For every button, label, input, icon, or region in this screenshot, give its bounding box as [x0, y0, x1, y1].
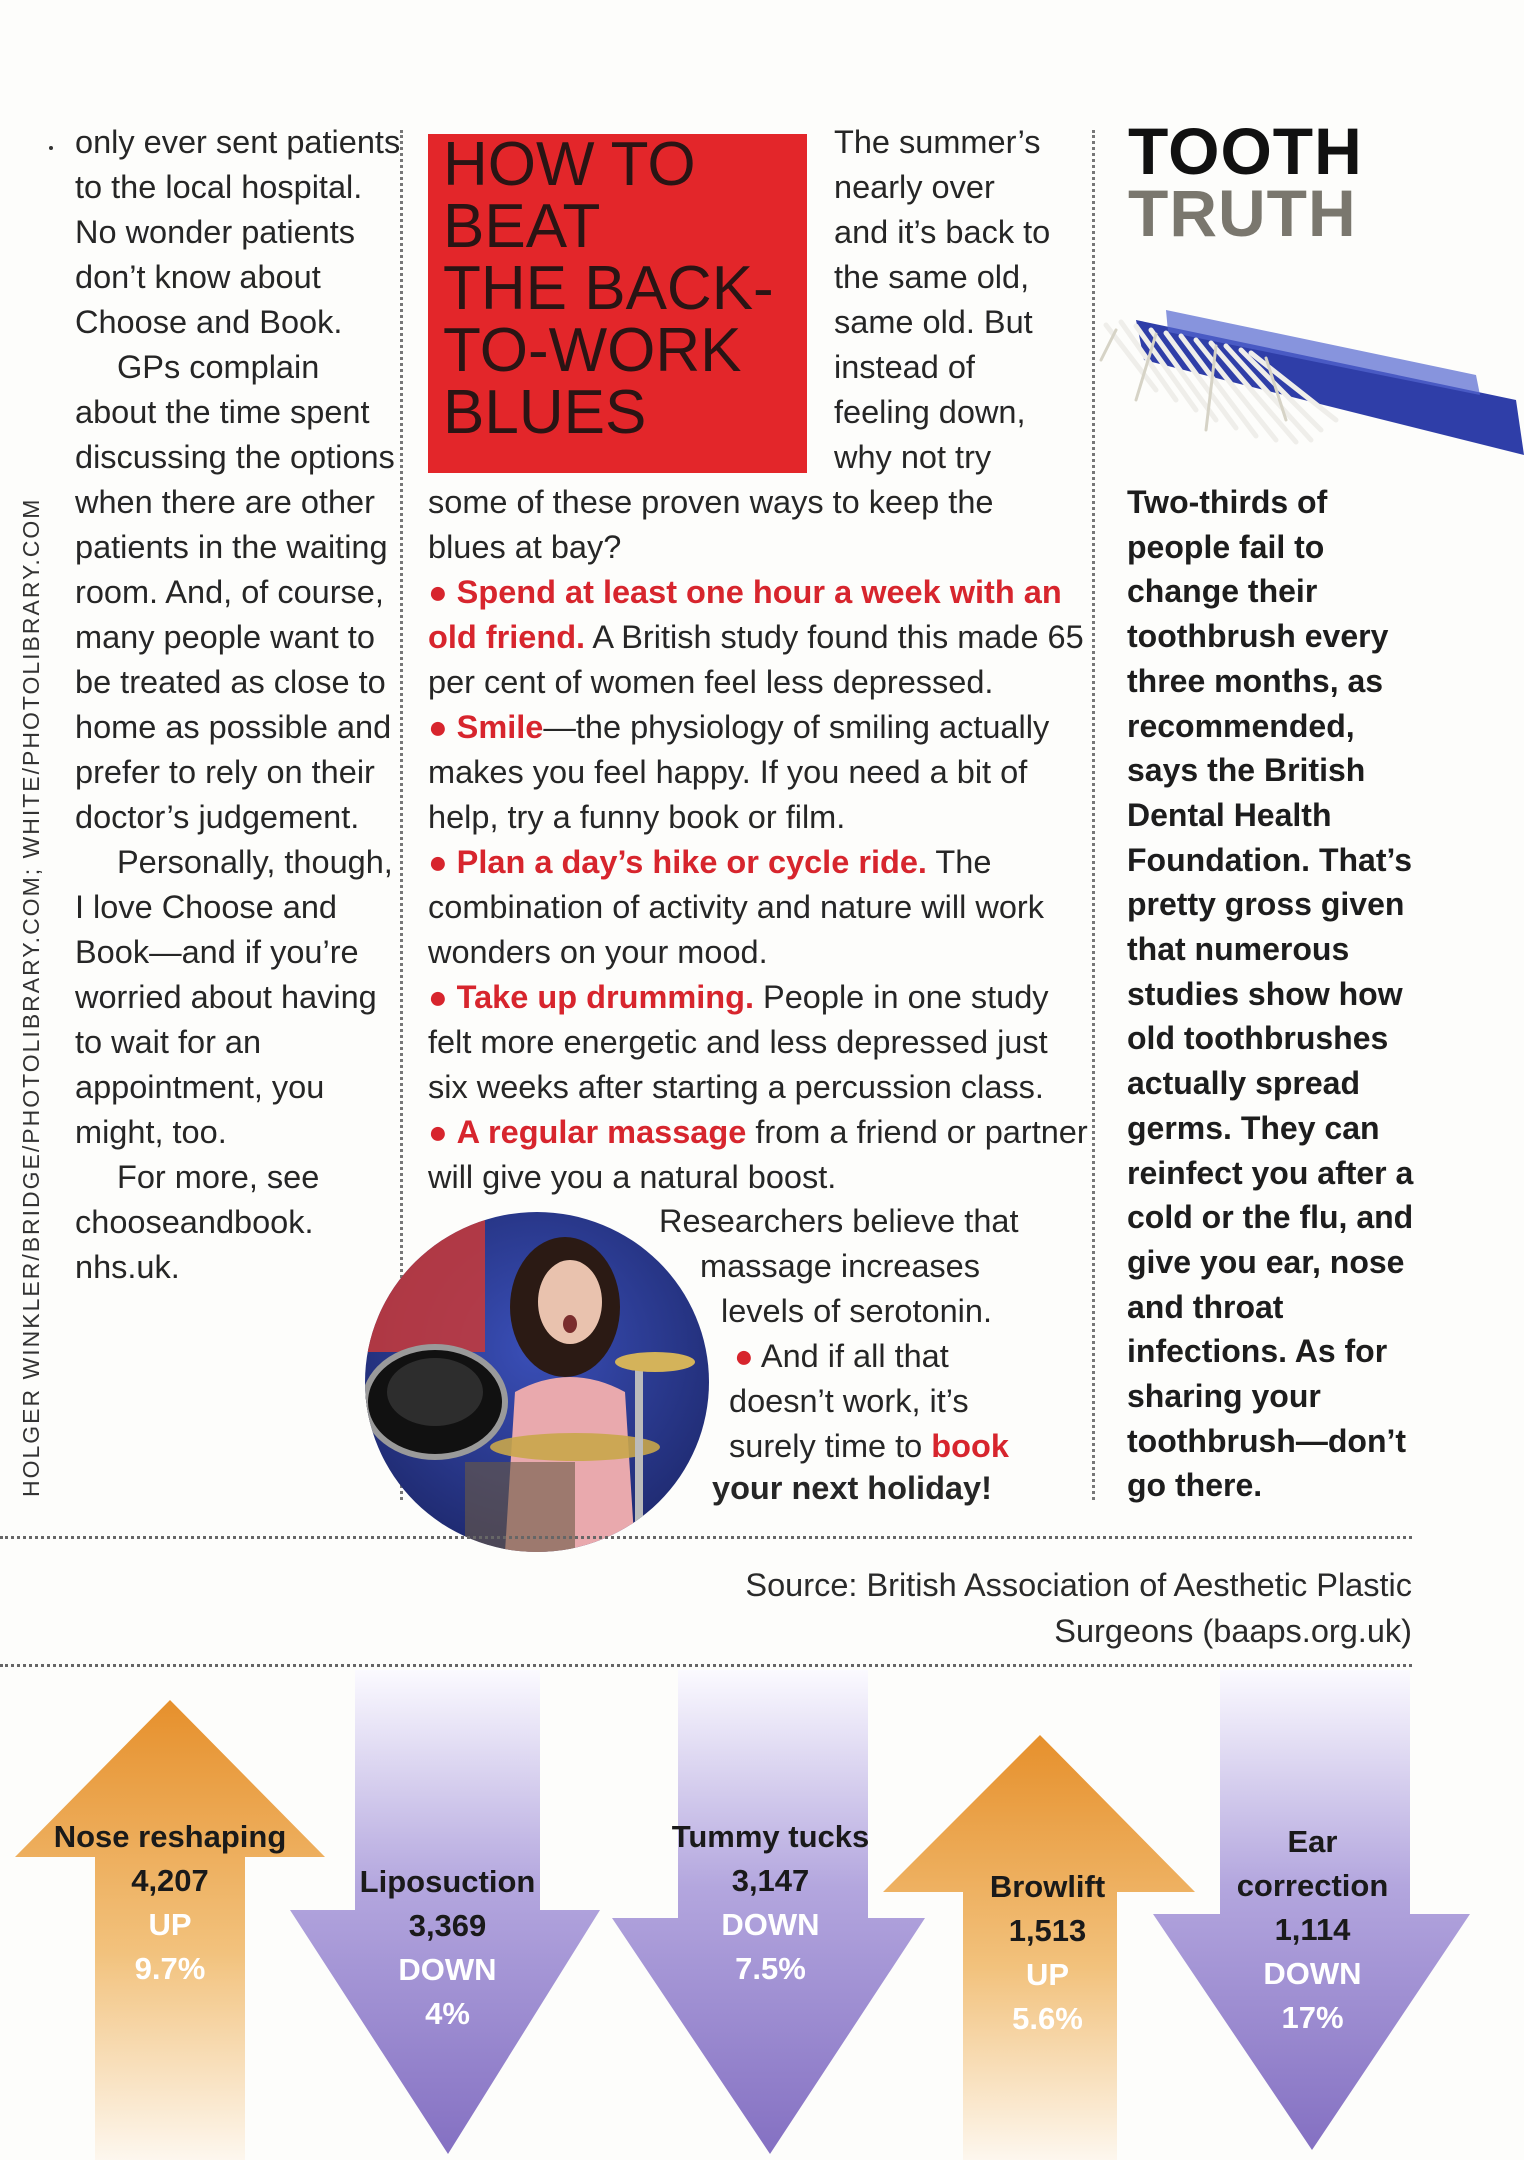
tooth-truth-body: Two-thirds of people fail to change their toothbrush every three months, as recommended, says the British Dental Health Foundation. That’s pretty gross given that numerous studies show how old toothbrushes actually spread germs. They can reinfect you after a cold or the flu, and give you ear, nose and throat infections. As for sharing your toothbrush—don’t go there.	[1127, 484, 1414, 1504]
tips-list	[428, 570, 1088, 1200]
photo-credit: HOLGER WINKLER/BRIDGE/PHOTOLIBRARY.COM; WHITE/PHOTOLIBRARY.COM	[18, 497, 44, 1497]
tip-text: People in one study felt more energetic and less depressed just six weeks after starting a percussion class.	[428, 979, 1049, 1105]
tip-heading: Spend at least one hour a week with an old friend.	[428, 574, 1062, 655]
bullet-icon: ●	[428, 979, 448, 1015]
bullet-icon: ●	[428, 574, 448, 610]
massage-line-2: massage increases	[700, 1248, 980, 1284]
tip-text: A British study found this made 65 per cent of women feel less depressed.	[428, 619, 1084, 700]
tip-item	[428, 705, 1088, 840]
bullet-icon: ●	[428, 844, 448, 880]
procedure-count: 1,513	[1008, 1913, 1087, 1948]
procedure-count: 3,147	[731, 1863, 810, 1898]
left-paragraph-2: GPs complain about the time spent discussing the options when there are other patients in the waiting room. And, of course, many people want to be treated as close to home as possible and prefer to rely on their doctor’s judgement.	[75, 349, 395, 835]
tip-item	[428, 840, 1088, 975]
tip-text: from a friend or partner will give you a natural boost.	[428, 1114, 1088, 1195]
intro-line: same old. But	[834, 304, 1033, 340]
procedure-direction: UP	[148, 1907, 192, 1942]
column-divider-2	[1092, 130, 1095, 1500]
drummer-illustration	[365, 1212, 709, 1552]
left-paragraph-3: Personally, though, I love Choose and Book—and if you’re worried about having to wait for an appointment, you might, too.	[75, 844, 393, 1150]
final-tip-line-1	[734, 1334, 949, 1379]
tip-heading: Take up drumming.	[456, 979, 755, 1015]
headline-line: HOW TO	[443, 130, 696, 199]
blues-intro-continued: some of these proven ways to keep the blues at bay?	[428, 484, 994, 565]
procedures-infographic	[0, 1670, 1524, 2160]
procedure-change: 17%	[1281, 2000, 1344, 2035]
headline-line: TO-WORK	[443, 316, 742, 385]
left-paragraph-4: For more, see chooseandbook. nhs.uk.	[75, 1159, 320, 1285]
procedure-liposuction	[340, 1860, 555, 2036]
procedure-change: 9.7%	[134, 1951, 206, 1986]
tip-item	[428, 1110, 1088, 1200]
final-tip-text: surely time to	[729, 1428, 932, 1464]
left-paragraph-1: only ever sent patients to the local hospital. No wonder patients don’t know about Choose and Book.	[75, 124, 401, 340]
procedure-name: Liposuction	[359, 1864, 536, 1899]
intro-line: instead of	[834, 349, 975, 385]
intro-line: feeling down,	[834, 394, 1026, 430]
bullet-icon: ●	[428, 709, 448, 745]
procedure-count: 4,207	[131, 1863, 209, 1898]
intro-line: nearly over	[834, 169, 995, 205]
intro-line: why not try	[834, 439, 992, 475]
headline-line: THE BACK-	[443, 254, 774, 323]
tip-item	[428, 975, 1088, 1110]
blues-headline-box	[428, 130, 807, 473]
procedure-name: Nose reshaping	[53, 1819, 287, 1854]
section-divider-2	[0, 1664, 1412, 1667]
massage-line-3: levels of serotonin.	[721, 1293, 992, 1329]
blues-intro	[834, 120, 1084, 480]
tip-text: —the physiology of smiling actually makes you feel happy. If you need a bit of help, try a funny book or film.	[428, 709, 1050, 835]
procedure-browlift	[940, 1865, 1155, 2041]
procedure-count: 3,369	[408, 1908, 487, 1943]
procedure-direction: UP	[1025, 1957, 1070, 1992]
procedure-name: Browlift	[989, 1869, 1106, 1904]
intro-line: the same old,	[834, 259, 1030, 295]
tip-text: The combination of activity and nature will work wonders on your mood.	[428, 844, 1044, 970]
final-tip-line-2: doesn’t work, it’s	[729, 1383, 969, 1419]
procedure-nose	[50, 1815, 290, 1991]
final-tip-line-4: your next holiday!	[712, 1470, 992, 1506]
column-marker-dot	[49, 146, 53, 150]
bullet-icon: ●	[428, 1114, 448, 1150]
tooth-truth-title	[1128, 114, 1363, 250]
procedure-direction: DOWN	[398, 1952, 497, 1987]
procedure-change: 5.6%	[1012, 2001, 1083, 2036]
procedure-tummy	[668, 1815, 873, 1991]
title-line-1: TOOTH	[1128, 114, 1363, 188]
drummer-photo	[365, 1212, 709, 1552]
procedure-change: 4%	[425, 1996, 470, 2031]
tip-heading: Plan a day’s hike or cycle ride.	[456, 844, 927, 880]
procedure-direction: DOWN	[721, 1907, 820, 1942]
headline-line: BEAT	[443, 192, 601, 261]
procedure-name: Tummy tucks	[671, 1819, 870, 1854]
bullet-icon: ●	[734, 1338, 754, 1374]
final-tip-line-3	[729, 1424, 1009, 1469]
section-divider-1	[0, 1536, 1412, 1539]
source-citation: Source: British Association of Aesthetic Plastic Surgeons (baaps.org.uk)	[745, 1567, 1412, 1649]
final-tip-text: And if all that	[760, 1338, 949, 1374]
massage-line-1: Researchers believe that	[659, 1203, 1019, 1239]
left-column-article	[75, 120, 405, 1290]
final-tip-highlight: book	[931, 1428, 1009, 1464]
procedure-direction: DOWN	[1263, 1956, 1362, 1991]
procedure-count: 1,114	[1274, 1912, 1351, 1947]
procedure-change: 7.5%	[735, 1951, 806, 1986]
intro-line: The summer’s	[834, 124, 1041, 160]
procedure-ear	[1210, 1820, 1415, 2040]
headline-line: BLUES	[443, 378, 647, 447]
title-line-2: TRUTH	[1128, 176, 1357, 250]
tip-heading: Smile	[456, 709, 544, 745]
tip-item	[428, 570, 1088, 705]
procedure-name: Ear correction	[1236, 1824, 1389, 1903]
tip-heading: A regular massage	[456, 1114, 747, 1150]
intro-line: and it’s back to	[834, 214, 1051, 250]
